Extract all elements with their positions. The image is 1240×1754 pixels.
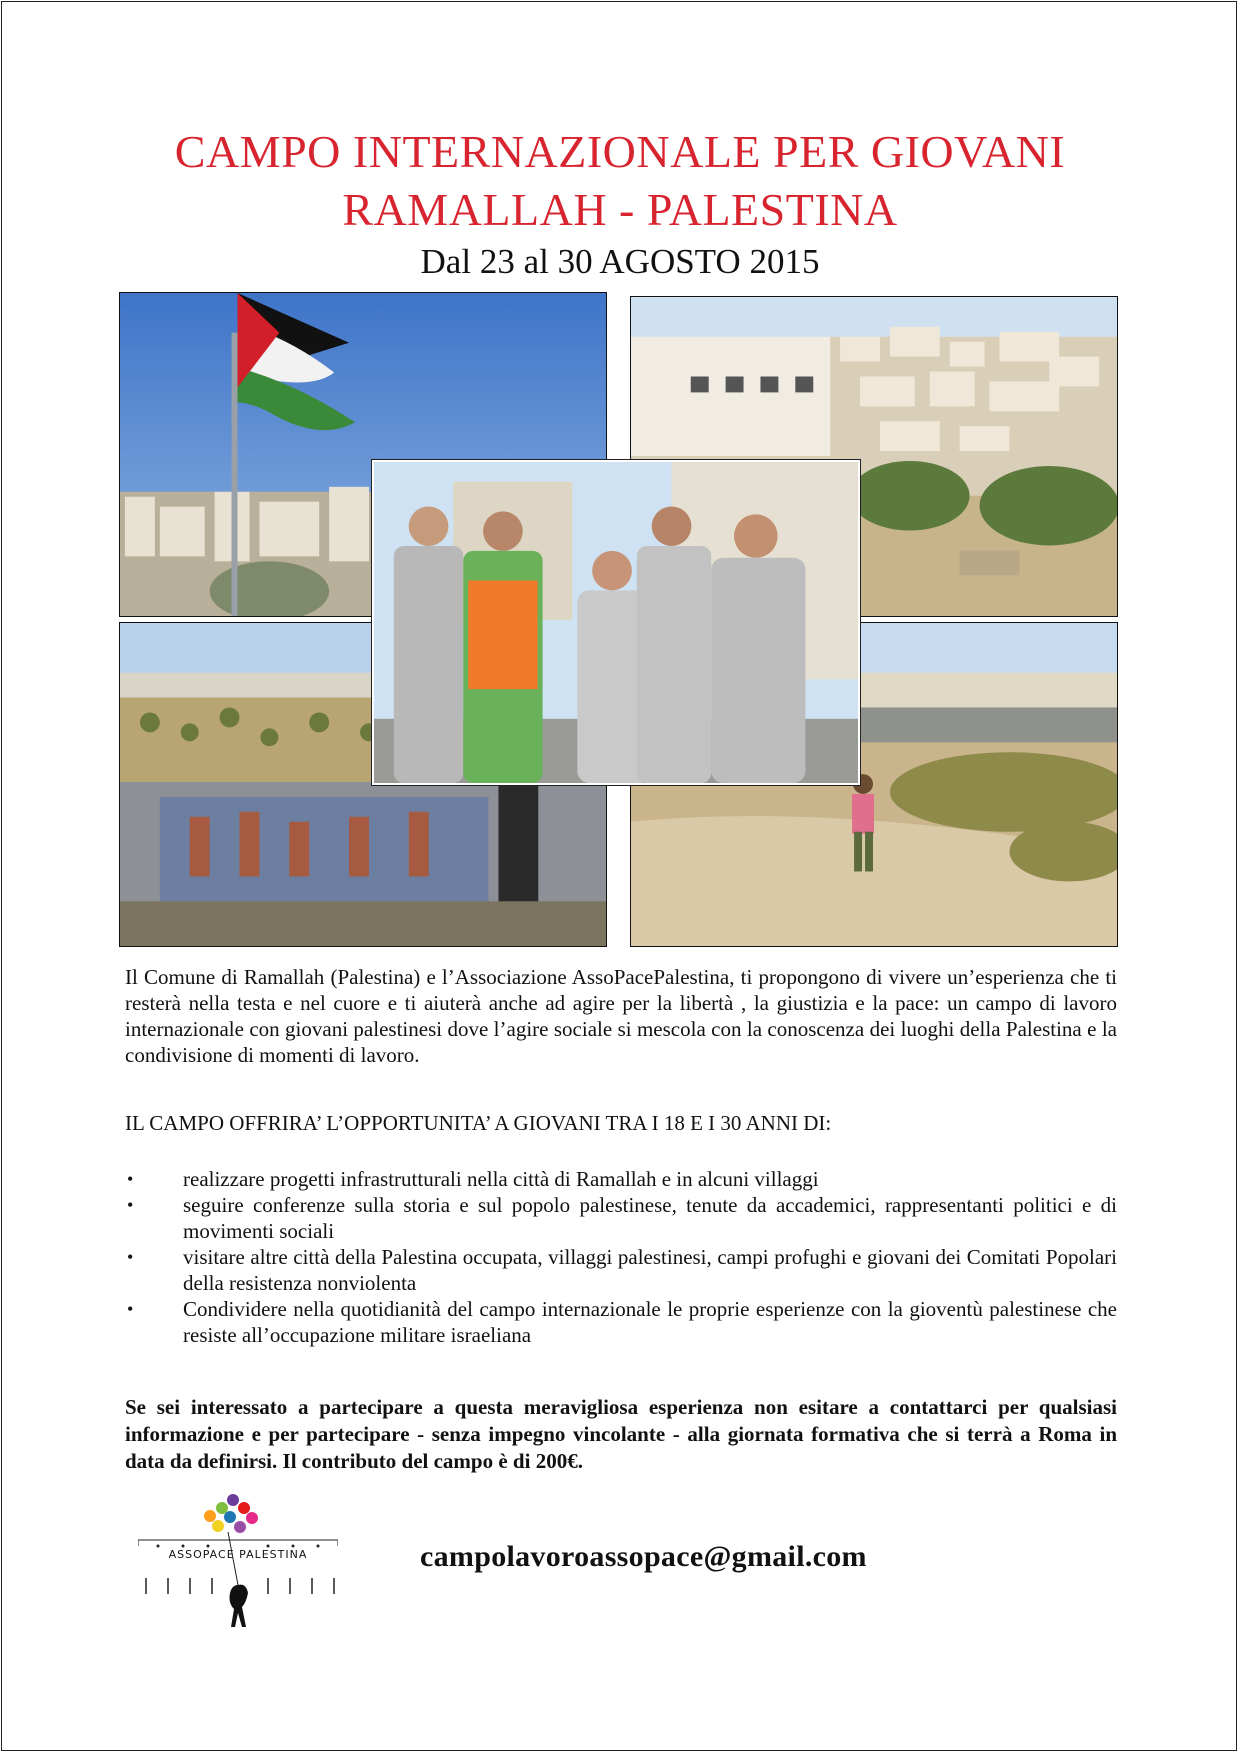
list-item: [125, 1296, 1117, 1348]
page-title: CAMPO INTERNAZIONALE PER GIOVANI: [174, 126, 1066, 177]
list-item-text: Condividere nella quotidianità del campo internazionale le proprie esperienze con la gioventù palestinese che resiste all’occupazione militare israeliana: [183, 1297, 1117, 1347]
list-item: [125, 1192, 1117, 1244]
contact-email: campolavoroassopace@gmail.com: [420, 1540, 867, 1573]
page-subtitle: RAMALLAH - PALESTINA: [342, 184, 898, 235]
offer-heading: IL CAMPO OFFRIRA’ L’OPPORTUNITA’ A GIOVANI TRA I 18 E I 30 ANNI DI:: [125, 1111, 832, 1135]
assopace-logo: [138, 1490, 338, 1640]
list-item-text: seguire conferenze sulla storia e sul popolo palestinese, tenute da accademici, rappresentanti politici e di movimenti sociali: [183, 1193, 1117, 1243]
intro-paragraph: Il Comune di Ramallah (Palestina) e l’Associazione AssoPacePalestina, ti propongono di vivere un’esperienza che ti resterà nella testa e nel cuore e ti aiuterà anche ad agire per la libertà , la giustizia e la pace: un campo di lavoro internazionale con giovani palestinesi dove l’agire sociale si mescola con la conoscenza dei luoghi della Palestina e la condivisione di momenti di lavoro.: [125, 965, 1117, 1067]
bullet-icon: •: [127, 1195, 134, 1215]
opportunity-list: [125, 1166, 1117, 1348]
list-item-text: realizzare progetti infrastrutturali nella città di Ramallah e in alcuni villaggi: [183, 1167, 819, 1191]
logo-text: ASSOPACE PALESTINA: [168, 1548, 308, 1561]
bullet-icon: •: [127, 1299, 134, 1319]
closing-paragraph: Se sei interessato a partecipare a questa meravigliosa esperienza non esitare a contattarci per qualsiasi informazione e per partecipare - senza impegno vincolante - alla giornata formativa che si terrà a Roma in data da definirsi. Il contributo del campo è di 200€.: [125, 1395, 1117, 1473]
bullet-icon: •: [127, 1247, 134, 1267]
volunteers-group-photo: [372, 460, 860, 785]
list-item: [125, 1244, 1117, 1296]
balloon-girl-logo-icon: [138, 1490, 338, 1640]
list-item-text: visitare altre città della Palestina occupata, villaggi palestinesi, campi profughi e giovani dei Comitati Popolari della resistenza nonviolenta: [183, 1245, 1117, 1295]
list-item: [125, 1166, 1117, 1192]
bullet-icon: •: [127, 1169, 134, 1189]
event-dates: Dal 23 al 30 AGOSTO 2015: [420, 242, 820, 281]
